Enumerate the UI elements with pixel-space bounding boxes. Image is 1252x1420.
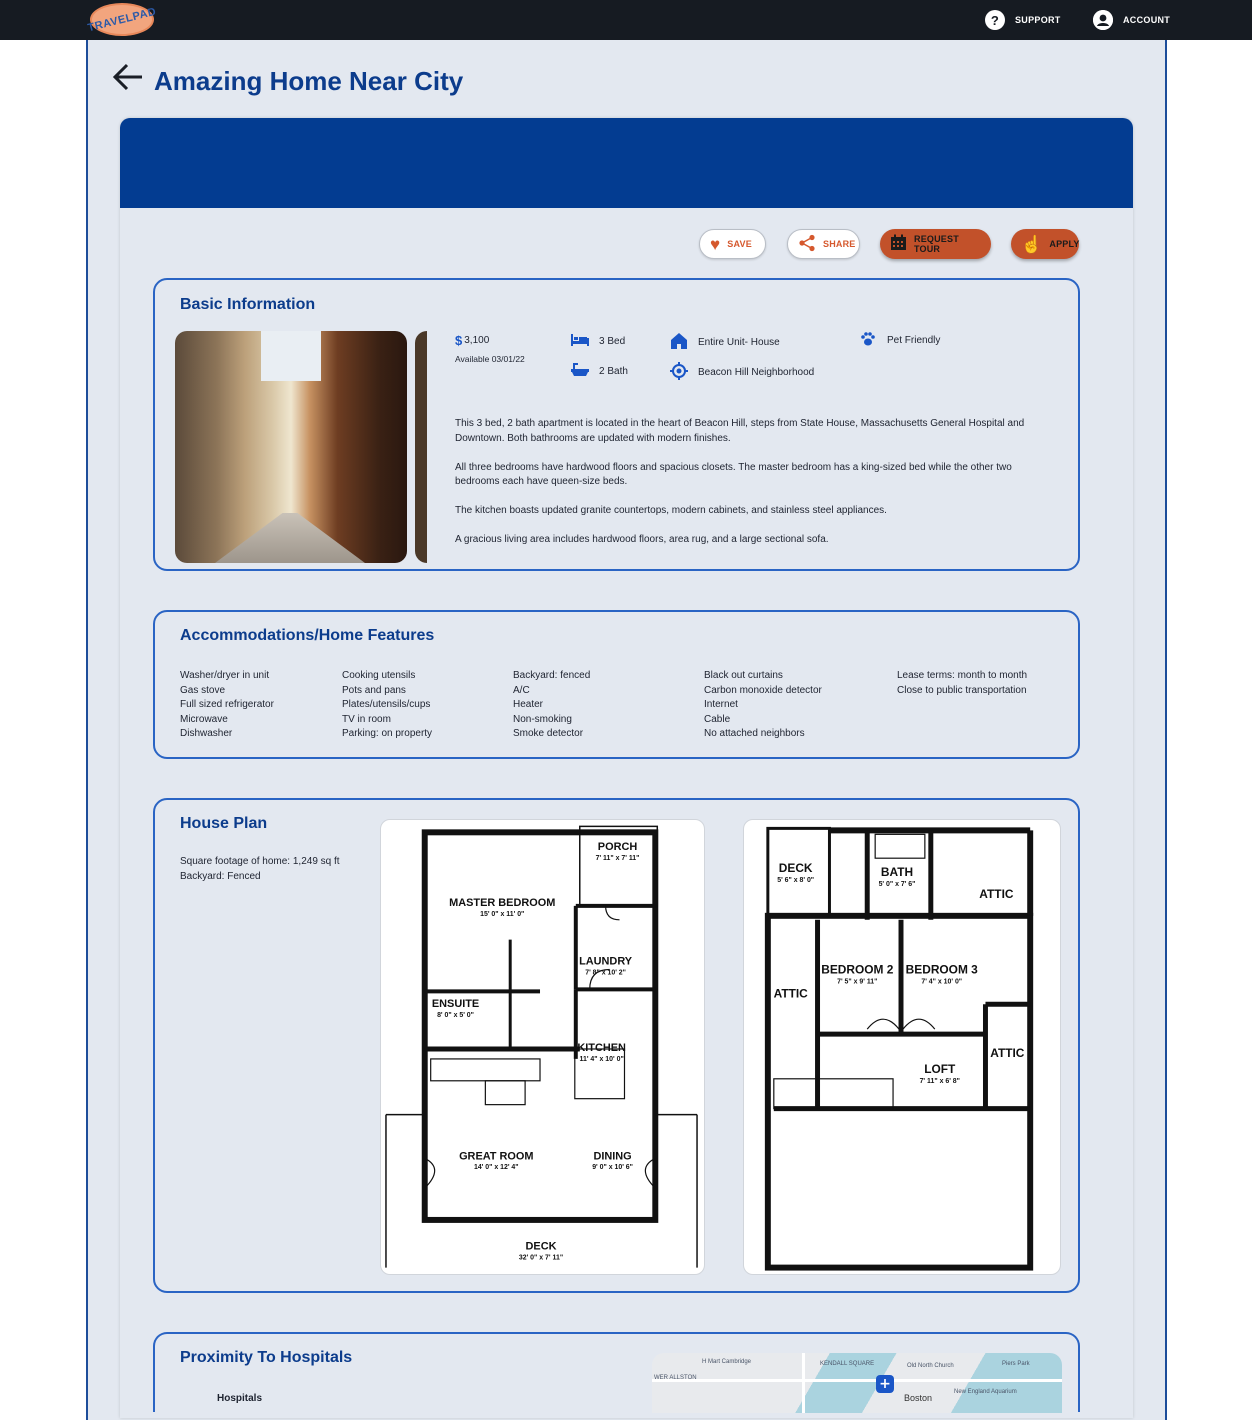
dollar-icon: $ [455,333,463,348]
baths-fact [571,362,628,381]
pointer-hand-icon: ☝ [1021,234,1043,254]
next-photo-peek[interactable] [415,331,427,563]
floor-plan-first-floor[interactable] [380,819,705,1275]
plan-label: ENSUITE [431,998,480,1011]
backyard-info: Backyard: Fenced [180,870,261,882]
map-label: Old North Church [907,1363,954,1369]
features-column [897,669,1027,698]
price-fact [455,333,489,348]
plan-label: DECK [525,1240,557,1253]
map-road [652,1379,1062,1382]
feature-item: Pots and pans [342,684,406,696]
plan-label: BATH [880,865,914,880]
plan-dim: 14' 0" x 12' 4" [473,1164,519,1172]
calendar-icon [890,234,907,254]
map-road [802,1353,805,1413]
plan-dim: 7' 11" x 7' 11" [595,855,640,863]
basic-info-panel [153,278,1080,571]
feature-item: Plates/utensils/cups [342,699,431,710]
beds-value: 3 Bed [599,335,626,347]
feature-item: No attached neighbors [704,728,805,739]
hospitals-title: Proximity To Hospitals [180,1349,353,1366]
feature-item: TV in room [342,713,391,725]
plan-dim: 11' 4" x 10' 0" [579,1055,624,1063]
plan-label: PORCH [597,841,638,854]
available-date: Available 03/01/22 [455,354,525,364]
plan-label: DECK [778,861,813,876]
request-tour-button[interactable] [880,229,991,259]
map-label: Boston [904,1393,933,1403]
plan-dim: 15' 0" x 11' 0" [480,910,525,918]
map-label: New England Aquarium [954,1389,1017,1395]
floor-plan-first-drawing [381,820,704,1274]
description-paragraph: The kitchen boasts updated granite countertops, modern cabinets, and stainless steel appliances. [455,505,887,516]
plan-dim: 5' 6" x 8' 0" [777,877,815,885]
house-icon [670,333,688,352]
photo-sky [261,331,321,381]
feature-item: Parking: on property [342,728,433,739]
account-label: ACCOUNT [1123,15,1171,25]
house-plan-title: House Plan [180,815,268,832]
feature-item: Black out curtains [704,670,783,681]
feature-item: Carbon monoxide detector [704,684,822,696]
plan-label: ATTIC [990,1045,1025,1060]
travelpad-logo[interactable] [86,3,158,36]
hospitals-list-label: Hospitals [217,1393,263,1404]
features-panel [153,610,1080,759]
neighborhood-value: Beacon Hill Neighborhood [698,367,815,378]
feature-item: Full sized refrigerator [180,699,274,710]
feature-item: A/C [513,684,530,696]
feature-item: Cable [704,713,731,725]
basic-info-title: Basic Information [180,296,316,313]
back-arrow-icon[interactable] [112,62,144,97]
map-label: H Mart Cambridge [702,1359,752,1365]
feature-item: Heater [513,699,544,710]
plan-label: MASTER BEDROOM [449,896,556,909]
save-button[interactable] [699,229,766,259]
plan-dim: 32' 0" x 7' 11" [518,1254,564,1262]
plan-dim: 7' 4" x 10' 0" [921,978,963,986]
square-footage: Square footage of home: 1,249 sq ft [180,856,340,867]
location-target-icon [670,362,688,383]
feature-item: Microwave [180,713,228,725]
unit-type-value: Entire Unit- House [698,337,780,348]
listing-header-banner [120,118,1133,208]
feature-item: Dishwasher [180,728,233,739]
plan-dim: 7' 5" x 9' 11" [837,978,878,986]
map-label: Piers Park [1002,1361,1030,1367]
bathtub-icon [571,362,589,381]
account-link[interactable] [1093,10,1170,30]
floor-plan-second-floor[interactable] [743,819,1061,1275]
baths-value: 2 Bath [599,366,628,377]
page-title: Amazing Home Near City [154,66,464,96]
house-plan-details [180,855,340,884]
feature-item: Gas stove [180,684,226,696]
plan-dim: 8' 0" x 5' 0" [437,1012,474,1020]
share-icon [798,234,816,255]
plan-label: ATTIC [773,986,808,1001]
share-label: SHARE [823,239,856,249]
request-tour-label: REQUEST TOUR [914,234,959,254]
plan-label: LAUNDRY [579,955,633,968]
feature-item: Internet [704,699,738,710]
description-paragraph: All three bedrooms have hardwood floors and spacious closets. The master bedroom has a king-sized bed while the other two bedrooms each have queen-size beds. [455,461,1012,487]
plan-dim: 7' 11" x 6' 8" [919,1077,960,1085]
features-column [513,669,590,742]
price-value: 3,100 [464,335,490,346]
save-label: SAVE [727,239,752,249]
support-label: SUPPORT [1015,15,1061,25]
feature-item: Cooking utensils [342,670,416,681]
plan-dim: 9' 0" x 10' 6" [592,1164,633,1172]
feature-item: Non-smoking [513,713,572,725]
feature-item: Washer/dryer in unit [180,670,270,681]
paw-icon [859,331,877,350]
plan-label: DINING [593,1150,632,1163]
pets-fact [859,331,940,350]
feature-item: Close to public transportation [897,684,1027,696]
house-plan-panel [153,798,1080,1293]
photo-street [215,513,365,563]
apply-button[interactable] [1011,229,1079,259]
hospital-marker-icon[interactable]: + [876,1375,894,1393]
features-column [342,669,432,742]
plan-label: KITCHEN [577,1041,626,1054]
beds-fact [571,333,625,349]
plan-label: LOFT [924,1061,956,1076]
plan-label: GREAT ROOM [459,1150,534,1163]
map-label: KENDALL SQUARE [820,1361,875,1367]
unit-type-fact [670,333,780,352]
description-paragraph: A gracious living area includes hardwood floors, area rug, and a large sectional sofa. [455,534,829,545]
plan-label: BEDROOM 2 [821,962,894,977]
map-label: WER ALLSTON [654,1375,697,1381]
property-photo[interactable] [175,331,407,563]
plan-label: ATTIC [979,886,1014,901]
features-title: Accommodations/Home Features [180,627,435,644]
description-paragraph: This 3 bed, 2 bath apartment is located in the heart of Beacon Hill, steps from State House, Massachusetts General Hospital and Downtown. Both bathrooms are updated with modern finishes. [455,418,1025,444]
support-link[interactable] [985,10,1061,30]
feature-item: Backyard: fenced [513,670,591,681]
share-button[interactable] [787,229,860,259]
features-column [180,669,274,742]
logo-text: TRAVELPAD [86,5,158,34]
features-column [704,669,822,742]
heart-icon: ♥ [710,234,721,254]
plan-dim: 7' 8" x 10' 2" [585,969,626,977]
plan-dim: 5' 0" x 7' 6" [878,881,916,889]
hospitals-panel [153,1332,1080,1412]
top-nav-bar [0,0,1252,40]
neighborhood-fact [670,362,814,383]
feature-item: Smoke detector [513,728,584,739]
page-heading [112,66,463,97]
hospitals-map[interactable] [652,1353,1062,1413]
apply-label: APPLY [1049,239,1080,249]
floor-plan-second-drawing [744,820,1060,1274]
feature-item: Lease terms: month to month [897,670,1028,681]
user-avatar-icon [1093,10,1113,30]
pets-value: Pet Friendly [887,335,941,346]
plan-label: BEDROOM 3 [905,962,978,977]
property-description [455,417,1035,562]
bed-icon [571,333,589,349]
help-icon: ? [985,10,1005,30]
